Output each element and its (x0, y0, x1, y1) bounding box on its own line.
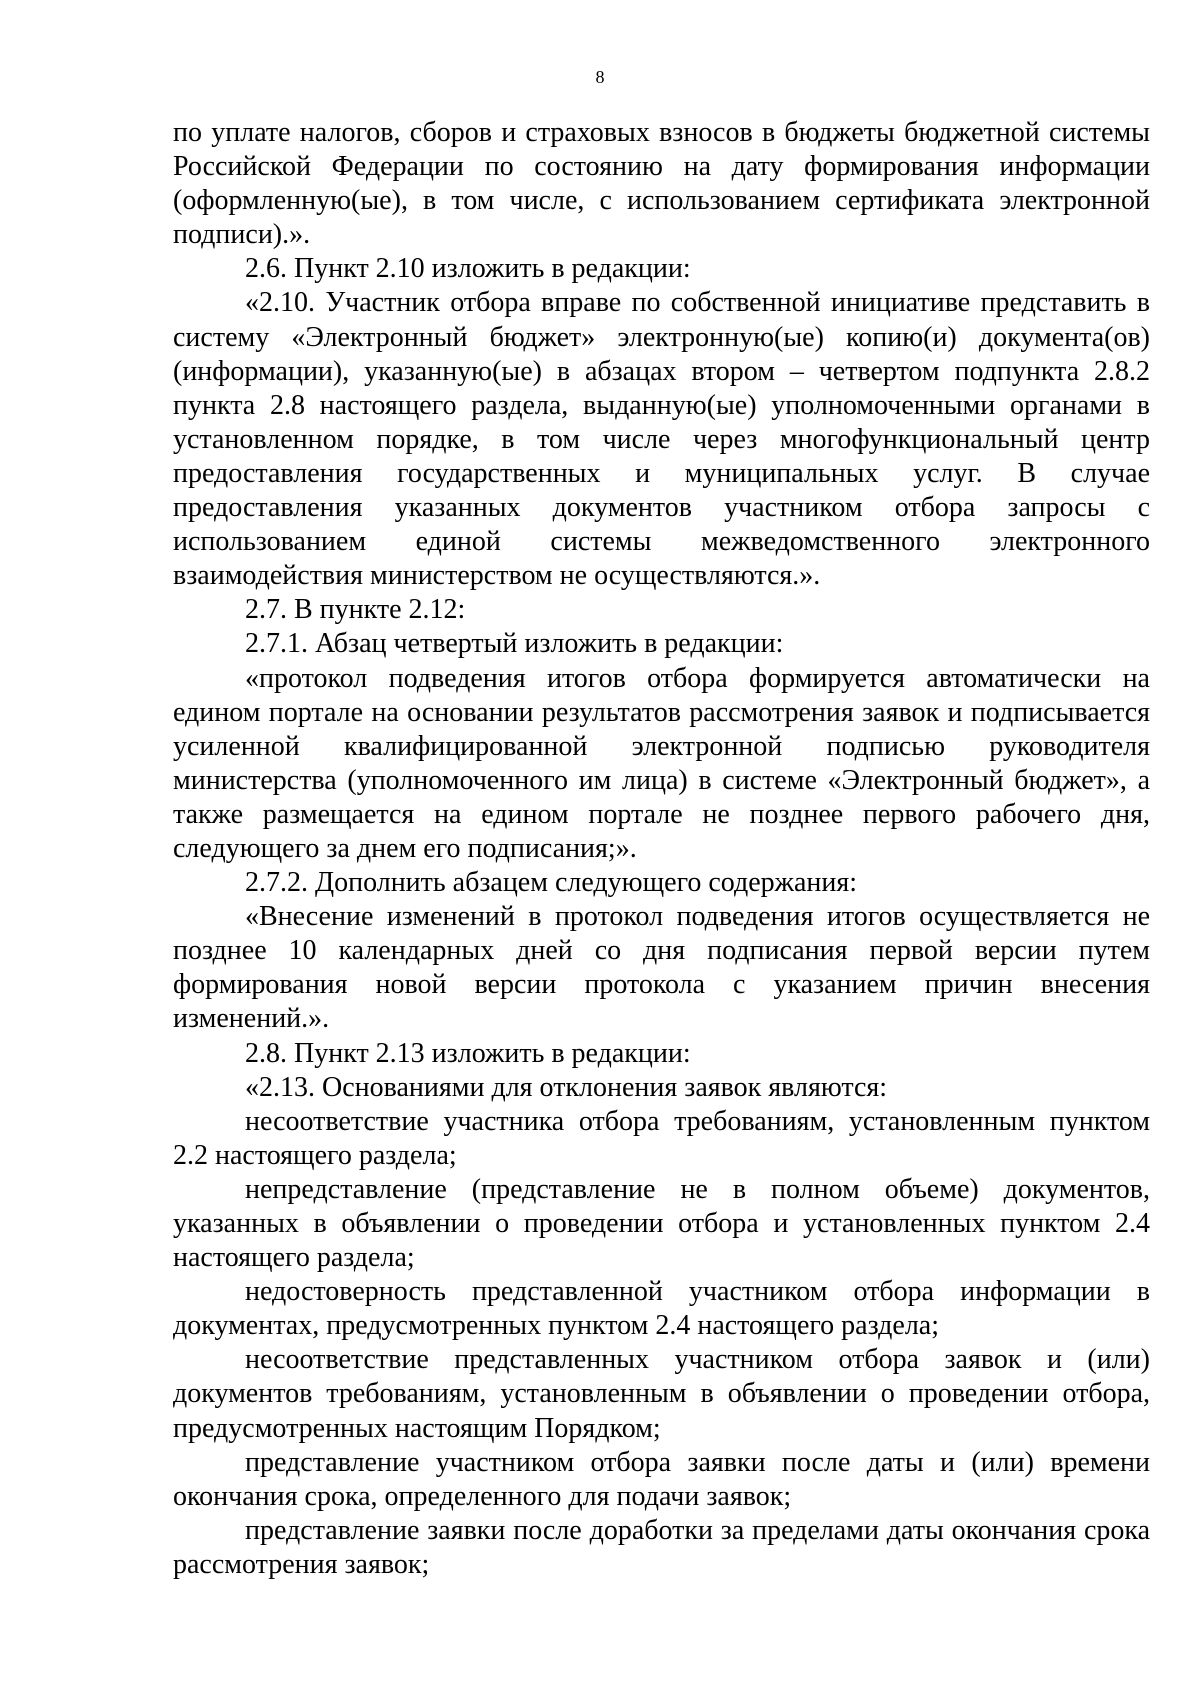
paragraph: 2.7.1. Абзац четвертый изложить в редакции: (245, 628, 784, 660)
paragraph: «2.13. Основаниями для отклонения заявок являются: (245, 1071, 888, 1103)
paragraph: «2.10. Участник отбора вправе по собственной инициативе представить в систему «Электронный бюджет» электронную(ые) копию(и) документа(ов) (информации), указанную(ые) в абзацах втором – четвертом подпункта 2.8.2 пункта 2.8 настоящего раздела, выданную(ые) уполномоченными органами в установленном порядке, в том числе через многофункциональный центр предоставления государственных и муниципальных услуг. В случае предоставления указанных документов участником отбора запросы с использованием единой системы межведомственного электронного взаимодействия министерством не осуществляются.». (173, 287, 1150, 592)
paragraph: 2.7. В пункте 2.12: (245, 594, 466, 626)
paragraph: 2.6. Пункт 2.10 изложить в редакции: (245, 253, 691, 285)
paragraph: недостоверность представленной участником отбора информации в документах, предусмотренных пунктом 2.4 настоящего раздела; (173, 1276, 1150, 1342)
paragraph: непредставление (представление не в полном объеме) документов, указанных в объявлении о проведении отбора и установленных пунктом 2.4 настоящего раздела; (173, 1173, 1150, 1274)
paragraph: представление заявки после доработки за пределами даты окончания срока рассмотрения заявок; (173, 1514, 1150, 1580)
paragraph: 2.7.2. Дополнить абзацем следующего содержания: (245, 867, 858, 899)
paragraph: по уплате налогов, сборов и страховых взносов в бюджеты бюджетной системы Российской Федерации по состоянию на дату формирования информации (оформленную(ые), в том числе, с использованием сертификата электронной подписи).». (173, 117, 1150, 251)
paragraph: представление участником отбора заявки после даты и (или) времени окончания срока, определенного для подачи заявок; (173, 1446, 1150, 1512)
paragraph: 2.8. Пункт 2.13 изложить в редакции: (245, 1037, 691, 1069)
page-number: 8 (595, 67, 605, 87)
document-body (173, 116, 1150, 1582)
paragraph: «протокол подведения итогов отбора формируется автоматически на едином портале на основании результатов рассмотрения заявок и подписывается усиленной квалифицированной электронной подписью руководителя министерства (уполномоченного им лица) в системе «Электронный бюджет», а также размещается на едином портале не позднее первого рабочего дня, следующего за днем его подписания;». (173, 662, 1150, 864)
paragraph: несоответствие участника отбора требованиям, установленным пунктом 2.2 настоящего раздела; (173, 1105, 1150, 1171)
paragraph: «Внесение изменений в протокол подведения итогов осуществляется не позднее 10 календарных дней со дня подписания первой версии путем формирования новой версии протокола с указанием причин внесения изменений.». (173, 901, 1150, 1035)
paragraph: несоответствие представленных участником отбора заявок и (или) документов требованиям, установленным в объявлении о проведении отбора, предусмотренных настоящим Порядком; (173, 1344, 1150, 1444)
